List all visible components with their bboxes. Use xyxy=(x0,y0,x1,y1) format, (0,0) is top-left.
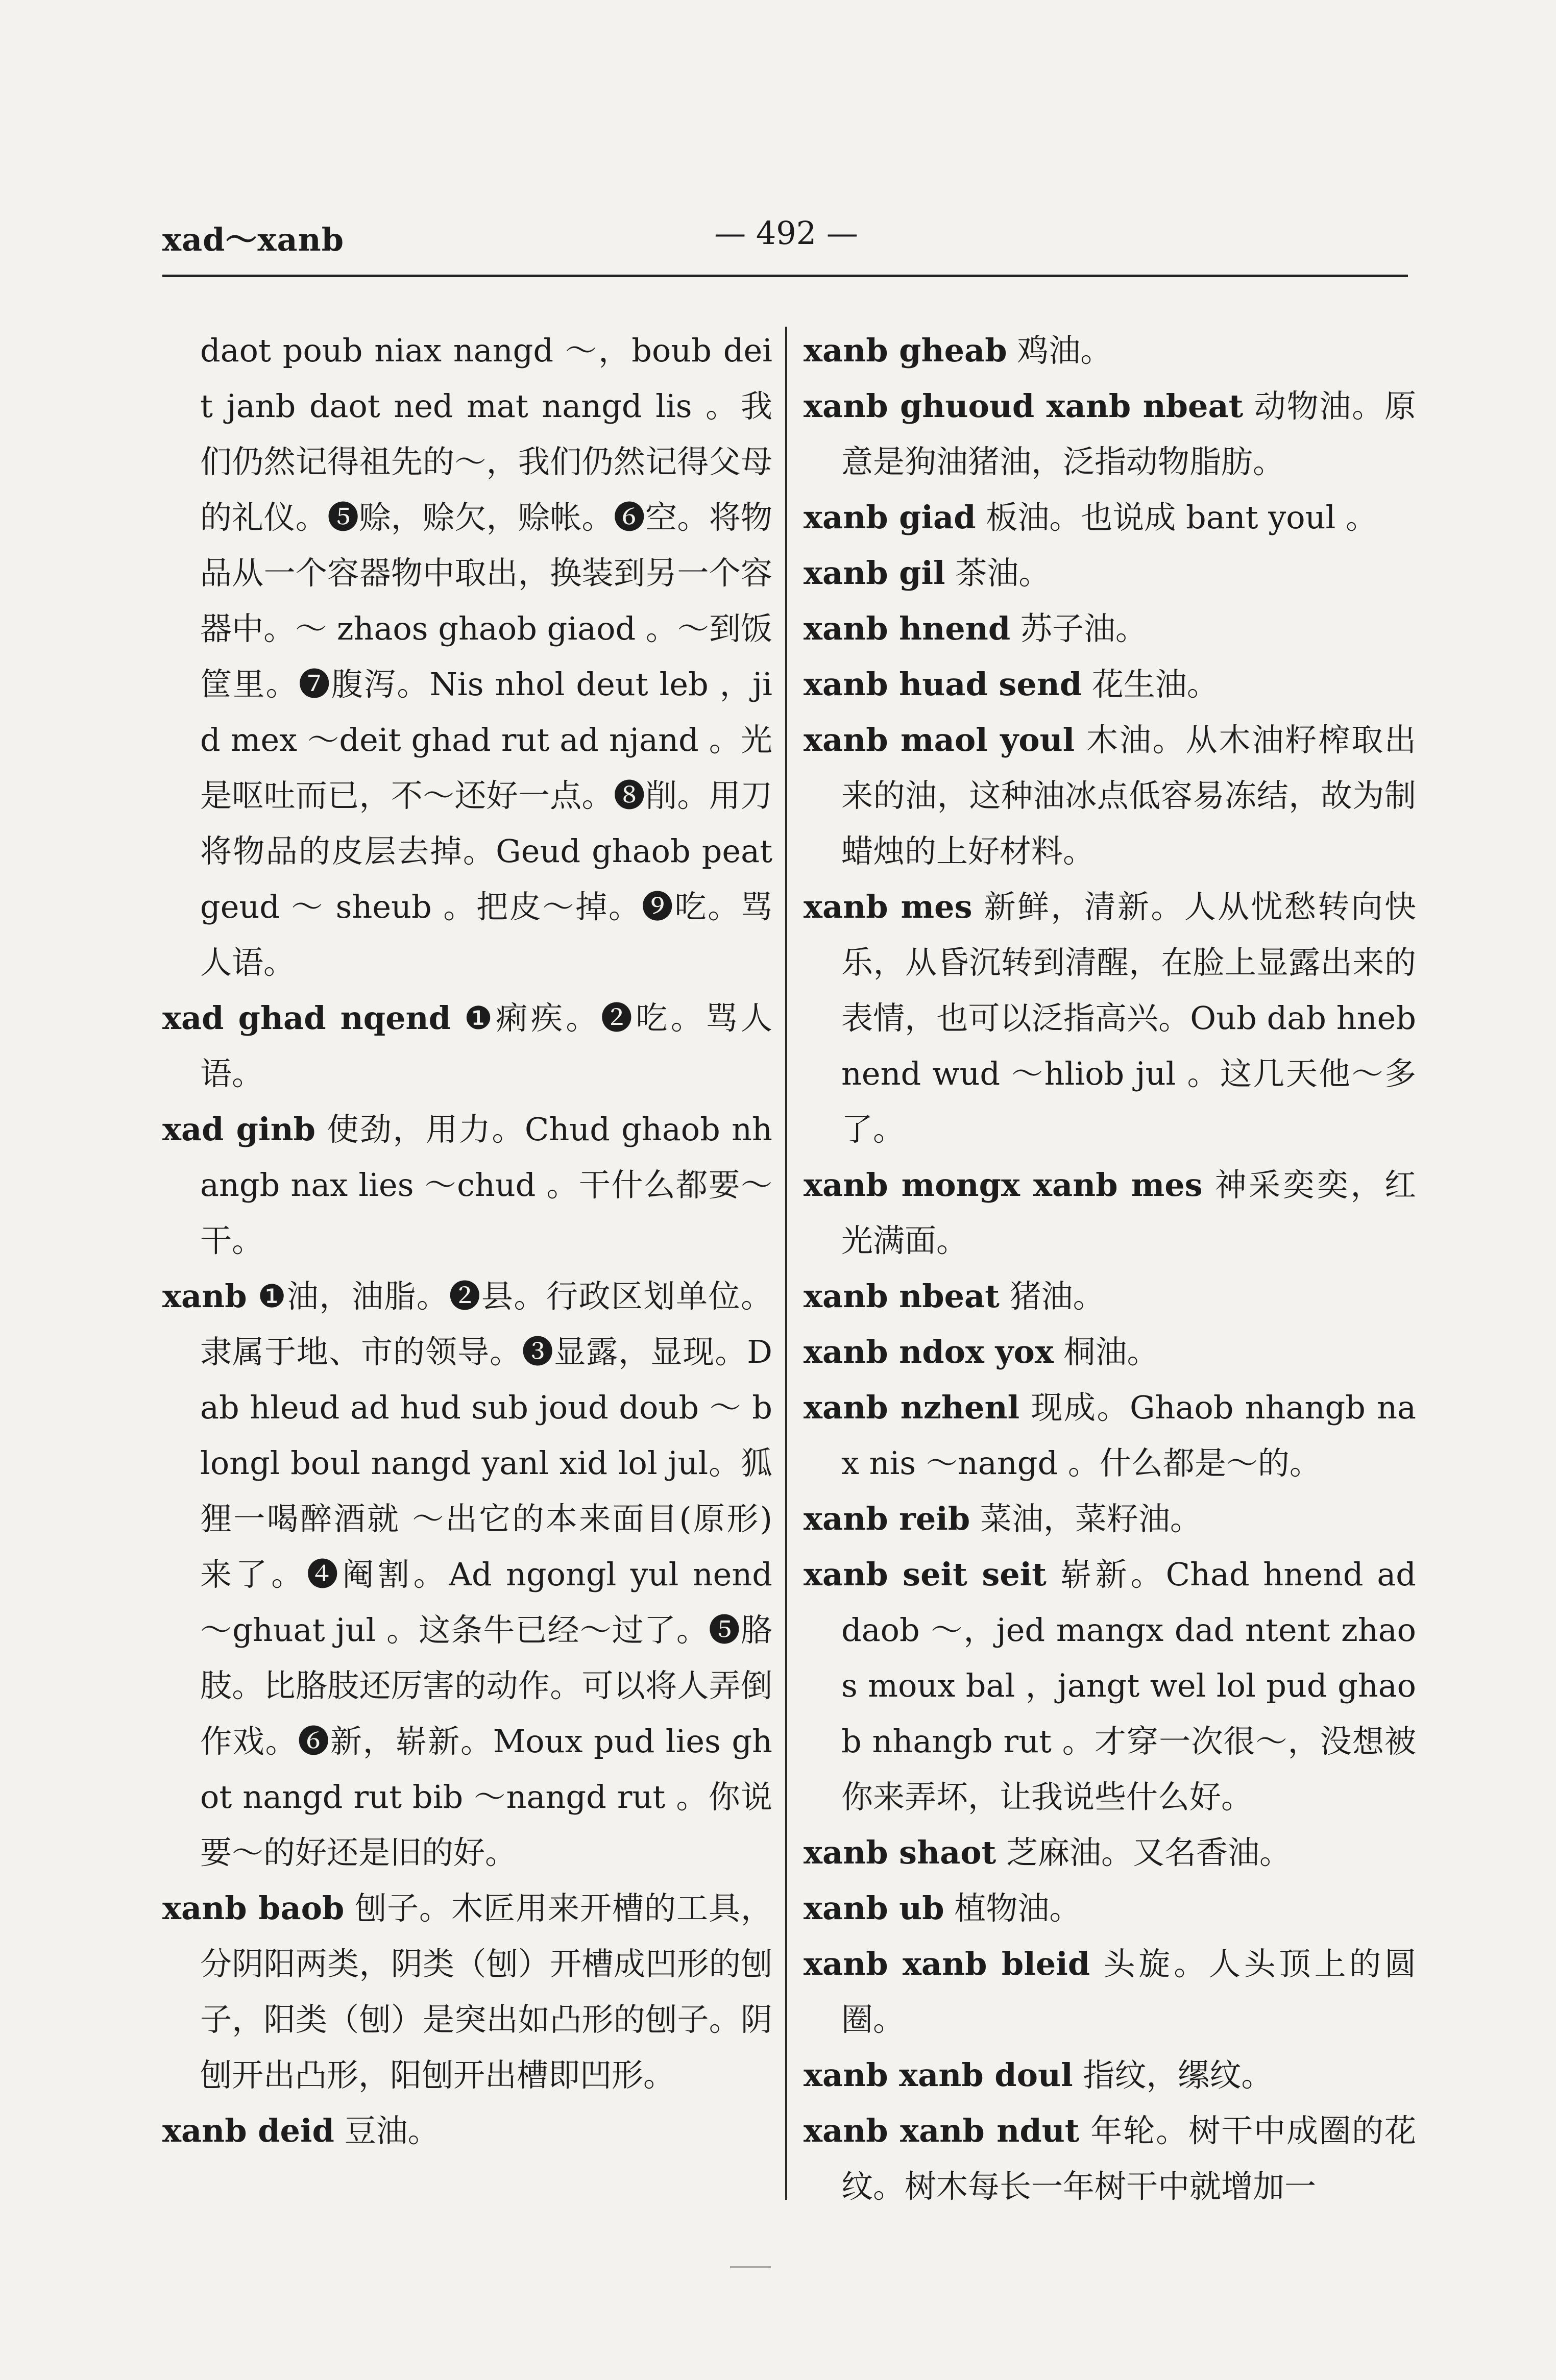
dictionary-entry xyxy=(804,2103,1416,2214)
dictionary-entry xyxy=(804,1268,1416,1324)
dictionary-entry xyxy=(804,656,1416,712)
dictionary-entry xyxy=(804,601,1416,656)
entry-definition: 豆油。 xyxy=(344,2112,440,2149)
dictionary-entry xyxy=(804,1491,1416,1547)
dictionary-entry xyxy=(804,1547,1416,1825)
entry-headword: xanb xanb doul xyxy=(804,2056,1073,2094)
entry-headword: xanb xyxy=(162,1278,247,1315)
dictionary-entry xyxy=(804,1880,1416,1936)
dictionary-entry xyxy=(804,1157,1416,1268)
entry-headword: xanb reib xyxy=(804,1500,970,1537)
entry-definition: daot poub niax nangd ～，boub deit janb daot ned mat nangd lis 。我们仍然记得祖先的～，我们仍然记得父母的礼仪。❺赊，赊欠，赊帐。❻空。将物品从一个容器物中取出，换装到另一个容器中。～ zhaos ghaob giaod 。～到饭筐里。❼腹泻。Nis nhol deut leb ，jid mex ～deit ghad rut ad njand 。光是呕吐而已，不～还好一点。❽削。用刀将物品的皮层去掉。Geud ghaob peat geud ～ sheub 。把皮～掉。❾吃。骂人语。 xyxy=(200,332,772,981)
entry-headword: xanb maol youl xyxy=(804,721,1075,758)
entry-headword: xanb nzhenl xyxy=(804,1389,1020,1426)
entry-definition: 刨子。木匠用来开槽的工具，分阴阳两类，阴类（刨）开槽成凹形的刨子，阳类（刨）是突出如凸形的刨子。阴刨开出凸形，阳刨开出槽即凹形。 xyxy=(200,1890,772,2094)
footer-mark xyxy=(730,2266,771,2268)
entry-headword: xanb hnend xyxy=(804,610,1011,647)
dictionary-entry xyxy=(804,378,1416,489)
entry-headword: xad ginb xyxy=(162,1111,316,1148)
entry-definition: ❶痢疾。❷吃。骂人语。 xyxy=(200,999,772,1092)
dictionary-entry xyxy=(162,1880,772,2103)
entry-definition: 植物油。 xyxy=(954,1890,1081,1927)
entry-headword: xanb deid xyxy=(162,2112,334,2149)
page-number: — 492 — xyxy=(714,214,858,252)
dictionary-entry xyxy=(804,1825,1416,1880)
entry-definition: 茶油。 xyxy=(955,554,1051,592)
entry-definition: 花生油。 xyxy=(1091,666,1219,703)
entry-headword: xad ghad nqend xyxy=(162,999,451,1037)
entry-definition: 木油。从木油籽榨取出来的油，这种油冰点低容易冻结，故为制蜡烛的上好材料。 xyxy=(841,721,1416,870)
entry-definition: 桐油。 xyxy=(1063,1333,1159,1370)
dictionary-entry xyxy=(804,1324,1416,1380)
right-column xyxy=(804,323,1416,2214)
dictionary-entry xyxy=(804,2047,1416,2103)
dictionary-entry xyxy=(804,1380,1416,1491)
entry-headword: xanb mes xyxy=(804,888,973,925)
entry-headword: xanb huad send xyxy=(804,666,1082,703)
dictionary-entry xyxy=(804,1936,1416,2047)
entry-headword: xanb baob xyxy=(162,1890,345,1927)
dictionary-entry xyxy=(804,489,1416,545)
entry-headword: xanb giad xyxy=(804,499,976,536)
entry-definition: 芝麻油。又名香油。 xyxy=(1006,1834,1292,1871)
dictionary-entry xyxy=(162,990,772,1101)
entry-definition: 使劲，用力。Chud ghaob nhangb nax lies ～chud 。干什么都要～干。 xyxy=(200,1111,772,1259)
entry-definition: 动物油。原意是狗油猪油，泛指动物脂肪。 xyxy=(841,387,1416,480)
entry-definition: 现成。Ghaob nhangb nax nis ～nangd 。什么都是～的。 xyxy=(841,1389,1416,1482)
entry-headword: xanb nbeat xyxy=(804,1278,1000,1315)
entry-headword: xanb ndox yox xyxy=(804,1333,1054,1370)
header-rule xyxy=(162,275,1408,277)
left-column xyxy=(162,323,772,2158)
dictionary-entry xyxy=(162,323,772,990)
dictionary-entry xyxy=(804,879,1416,1157)
dictionary-entry xyxy=(162,1101,772,1268)
entry-definition: 苏子油。 xyxy=(1020,610,1147,647)
entry-headword: xanb ghuoud xanb nbeat xyxy=(804,387,1244,425)
entry-definition: 鸡油。 xyxy=(1017,332,1112,369)
entry-headword: xanb mongx xanb mes xyxy=(804,1166,1203,1204)
entry-definition: 崭新。Chad hnend ad daob ～，jed mangx dad ntent zhaos moux bal ，jangt wel lol pud ghaob nhangb rut 。才穿一次很～，没想被你来弄坏，让我说些什么好。 xyxy=(841,1556,1416,1815)
entry-definition: 板油。也说成 bant youl 。 xyxy=(986,499,1378,536)
dictionary-entry xyxy=(804,323,1416,378)
dictionary-entry xyxy=(162,1268,772,1880)
dictionary-entry xyxy=(804,545,1416,601)
entry-definition: 年轮。树干中成圈的花纹。树木每长一年树干中就增加一 xyxy=(841,2112,1416,2205)
entry-headword: xanb xanb ndut xyxy=(804,2112,1080,2149)
dictionary-entry xyxy=(804,712,1416,879)
entry-headword: xanb xanb bleid xyxy=(804,1945,1090,1982)
entry-definition: ❶油，油脂。❷县。行政区划单位。隶属于地、市的领导。❸显露，显现。Dab hleud ad hud sub joud doub ～ blongl boul nangd yanl xid lol jul。狐狸一喝醉酒就 ～出它的本来面目(原形)来了。❹阉割。Ad ngongl yul nend ～ghuat jul 。这条牛已经～过了。❺胳肢。比胳肢还厉害的动作。可以将人弄倒作戏。❻新，崭新。Moux pud lies ghot nangd rut bib ～nangd rut 。你说要～的好还是旧的好。 xyxy=(200,1278,772,1871)
entry-headword: xanb shaot xyxy=(804,1834,996,1871)
entry-definition: 新鲜，清新。人从忧愁转向快乐，从昏沉转到清醒，在脸上显露出来的表情，也可以泛指高兴。Oub dab hneb nend wud ～hliob jul 。这几天他～多了。 xyxy=(841,888,1416,1148)
column-divider xyxy=(785,327,787,2200)
entry-headword: xanb ub xyxy=(804,1890,944,1927)
entry-headword: xanb seit seit xyxy=(804,1556,1047,1593)
entry-definition: 猪油。 xyxy=(1009,1278,1105,1315)
entry-definition: 指纹，缧纹。 xyxy=(1083,2056,1273,2094)
entry-headword: xanb gil xyxy=(804,554,945,592)
entry-definition: 神采奕奕，红光满面。 xyxy=(841,1166,1416,1259)
entry-headword: xanb gheab xyxy=(804,332,1007,369)
entry-definition: 菜油，菜籽油。 xyxy=(980,1500,1202,1537)
entry-definition: 头旋。人头顶上的圆圈。 xyxy=(841,1945,1416,2038)
header-range: xad～xanb xyxy=(162,221,345,258)
dictionary-entry xyxy=(162,2103,772,2158)
